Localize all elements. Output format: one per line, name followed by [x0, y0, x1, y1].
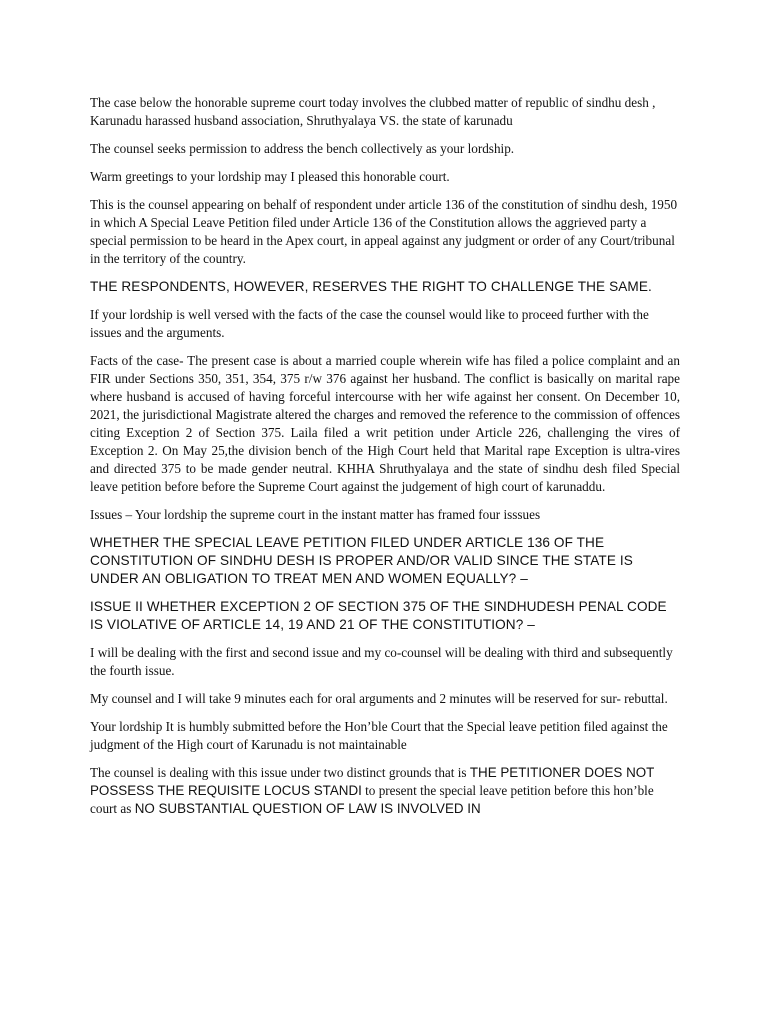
paragraph-facts: Facts of the case- The present case is about a married couple wherein wife has filed a police complaint and an FIR under Sections 350, 351, 354, 375 r/w 376 against her husband. The conflict is basically on marital rape where husband is accused of having forceful intercourse with her wife against her consent. On December 10, 2021, the jurisdictional Magistrate altered the charges and removed the reference to the commission of offences citing Exception 2 of Section 375. Laila filed a writ petition under Article 226, challenging the vires of Exception 2. On May 25,the division bench of the High Court held that Marital rape Exception is ultra-vires and directed 375 to be made gender neutral. KHHA Shruthyalaya and the state of sindhu desh filed Special leave petition before before the Supreme Court against the judgement of high court of karunaddu. — [90, 353, 680, 494]
paragraph-issue-two: ISSUE II WHETHER EXCEPTION 2 OF SECTION 375 OF THE SINDHUDESH PENAL CODE IS VIOLATIVE OF ARTICLE 14, 19 AND 21 OF THE CONSTITUTION? – — [90, 599, 667, 632]
grounds-substantial-question: NO SUBSTANTIAL QUESTION OF LAW IS INVOLVED IN — [134, 801, 481, 816]
paragraph-case-intro: The case below the honorable supreme court today involves the clubbed matter of republic of sindhu desh , Karunadu harassed husband association, Shruthyalaya VS. the state of karunadu — [90, 95, 656, 128]
paragraph-time-allocation: My counsel and I will take 9 minutes each for oral arguments and 2 minutes will be reserved for sur- rebuttal. — [90, 691, 668, 706]
paragraph-permission: The counsel seeks permission to address the bench collectively as your lordship. — [90, 141, 515, 156]
paragraph-reserve-right: THE RESPONDENTS, HOWEVER, RESERVES THE RIGHT TO CHALLENGE THE SAME. — [90, 279, 652, 294]
paragraph-grounds — [90, 764, 680, 818]
document-page — [90, 94, 680, 828]
paragraph-not-maintainable: Your lordship It is humbly submitted before the Hon’ble Court that the Special leave petition filed against the judgment of the High court of Karunadu is not maintainable — [90, 719, 668, 752]
grounds-locus-standi: THE PETITIONER DOES NOT POSSESS THE REQUISITE LOCUS STANDI — [90, 765, 655, 798]
paragraph-division-of-issues: I will be dealing with the first and second issue and my co-counsel will be dealing with third and subsequently the fourth issue. — [90, 645, 673, 678]
paragraph-issue-one: WHETHER THE SPECIAL LEAVE PETITION FILED UNDER ARTICLE 136 OF THE CONSTITUTION OF SINDHU DESH IS PROPER AND/OR VALID SINCE THE STATE IS UNDER AN OBLIGATION TO TREAT MEN AND WOMEN EQUALLY? – — [90, 535, 633, 586]
paragraph-issues-intro: Issues – Your lordship the supreme court in the instant matter has framed four isssues — [90, 507, 541, 522]
paragraph-article-136: This is the counsel appearing on behalf of respondent under article 136 of the constitution of sindhu desh, 1950 in which A Special Leave Petition filed under Article 136 of the Constitution allows the aggrieved party a special permission to be heard in the Apex court, in appeal against any judgment or order of any Court/tribunal in the territory of the country. — [90, 197, 678, 266]
grounds-text-part-2: to present the special leave petition before this hon’ble court as — [90, 783, 654, 816]
grounds-text-part-1: The counsel is dealing with this issue under two distinct grounds that is — [90, 765, 470, 780]
paragraph-proceed: If your lordship is well versed with the facts of the case the counsel would like to proceed further with the issues and the arguments. — [90, 307, 649, 340]
paragraph-greetings: Warm greetings to your lordship may I pleased this honorable court. — [90, 169, 450, 184]
